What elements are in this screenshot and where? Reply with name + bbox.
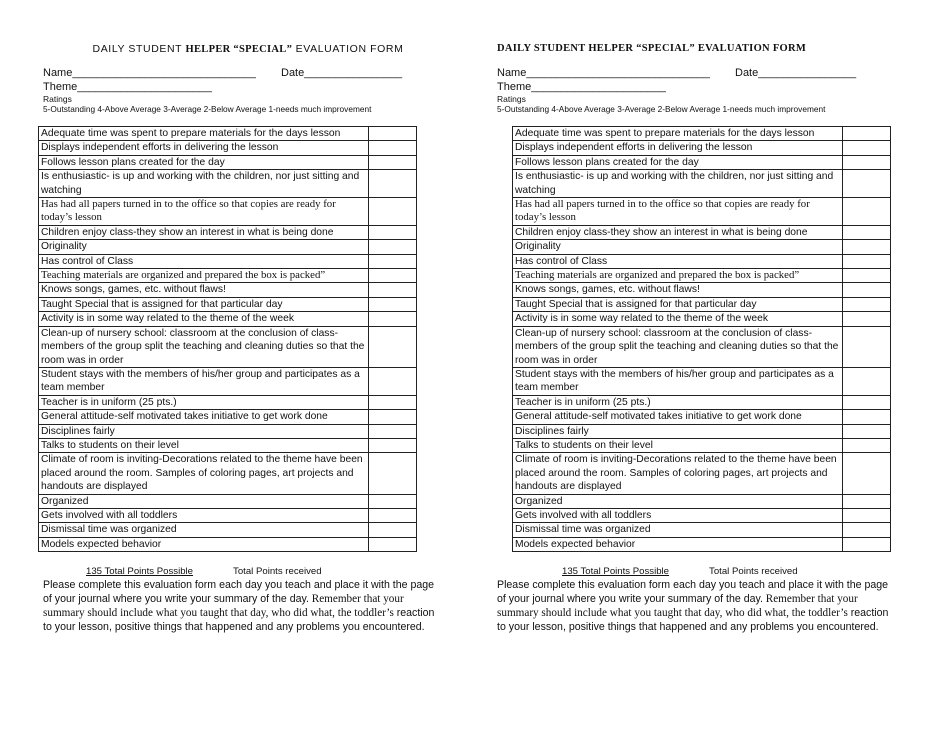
criterion-label: Clean-up of nursery school: classroom at the conclusion of class- members of the group split the teaching and cleaning duties so that the room was in order: [39, 326, 369, 367]
criterion-label: Dismissal time was organized: [39, 523, 369, 537]
table-row: [513, 141, 891, 155]
criterion-label: Models expected behavior: [39, 537, 369, 551]
score-cell[interactable]: [369, 508, 417, 522]
table-row: [39, 170, 417, 198]
score-cell[interactable]: [369, 367, 417, 395]
table-row: [39, 410, 417, 424]
table-row: [513, 240, 891, 254]
table-row: [513, 438, 891, 452]
table-row: [513, 127, 891, 141]
score-cell[interactable]: [843, 424, 891, 438]
table-row: [513, 198, 891, 226]
table-row: [513, 523, 891, 537]
date-field[interactable]: Date________________: [735, 67, 857, 79]
criterion-label: Teaching materials are organized and prepared the box is packed”: [39, 269, 369, 283]
score-cell[interactable]: [843, 453, 891, 494]
score-cell[interactable]: [369, 297, 417, 311]
totals-line: [562, 566, 798, 577]
table-row: [39, 395, 417, 409]
score-cell[interactable]: [369, 453, 417, 494]
criterion-label: Dismissal time was organized: [513, 523, 843, 537]
criterion-label: Adequate time was spent to prepare materials for the days lesson: [513, 127, 843, 141]
table-row: [39, 537, 417, 551]
score-cell[interactable]: [369, 170, 417, 198]
criterion-label: Gets involved with all toddlers: [39, 508, 369, 522]
criterion-label: Models expected behavior: [513, 537, 843, 551]
instructions-part-1: Please complete this evaluation form each day you teach and place it with the page of your journal where you write your summary of the day.: [497, 579, 889, 605]
score-cell[interactable]: [369, 312, 417, 326]
table-row: [39, 198, 417, 226]
criterion-label: Talks to students on their level: [513, 438, 843, 452]
form-title-main: HELPER “SPECIAL”: [185, 44, 293, 55]
theme-field[interactable]: Theme______________________: [43, 81, 212, 93]
criterion-label: Knows songs, games, etc. without flaws!: [513, 283, 843, 297]
table-row: [39, 240, 417, 254]
score-cell[interactable]: [843, 508, 891, 522]
score-cell[interactable]: [843, 523, 891, 537]
criterion-label: Disciplines fairly: [513, 424, 843, 438]
instructions-part-3: reaction to your lesson, positive things that happened and any problems you encountered.: [43, 607, 435, 633]
table-row: [39, 508, 417, 522]
score-cell[interactable]: [843, 312, 891, 326]
score-cell[interactable]: [843, 494, 891, 508]
table-row: [39, 438, 417, 452]
score-cell[interactable]: [843, 410, 891, 424]
table-row: [513, 537, 891, 551]
criterion-label: Has control of Class: [39, 254, 369, 268]
ratings-label: Ratings: [43, 94, 72, 104]
score-cell[interactable]: [843, 269, 891, 283]
ratings-scale: 5-Outstanding 4-Above Average 3-Average 2-Below Average 1-needs much improvement: [497, 104, 826, 114]
table-row: [39, 127, 417, 141]
instructions-part-3: reaction to your lesson, positive things that happened and any problems you encountered.: [497, 607, 889, 633]
criterion-label: Climate of room is inviting-Decorations related to the theme have been placed around the room. Samples of coloring pages, art projects and handouts are displayed: [513, 453, 843, 494]
score-cell[interactable]: [369, 254, 417, 268]
criterion-label: Taught Special that is assigned for that particular day: [513, 297, 843, 311]
table-row: [513, 453, 891, 494]
instructions-part-1: Please complete this evaluation form each day you teach and place it with the page of your journal where you write your summary of the day.: [43, 579, 435, 605]
criterion-label: Activity is in some way related to the theme of the week: [39, 312, 369, 326]
table-row: [513, 424, 891, 438]
score-cell[interactable]: [369, 395, 417, 409]
total-points-possible: 135 Total Points Possible: [86, 566, 194, 577]
table-row: [513, 170, 891, 198]
table-row: [39, 367, 417, 395]
score-cell[interactable]: [843, 225, 891, 239]
form-title: [38, 43, 458, 55]
criterion-label: Teacher is in uniform (25 pts.): [513, 395, 843, 409]
score-cell[interactable]: [369, 438, 417, 452]
score-cell[interactable]: [843, 254, 891, 268]
table-row: [513, 367, 891, 395]
score-cell[interactable]: [843, 438, 891, 452]
criterion-label: Teaching materials are organized and prepared the box is packed”: [513, 269, 843, 283]
score-cell[interactable]: [369, 127, 417, 141]
table-row: [39, 297, 417, 311]
table-row: [39, 141, 417, 155]
criterion-label: Knows songs, games, etc. without flaws!: [39, 283, 369, 297]
name-field[interactable]: Name______________________________: [497, 67, 710, 79]
score-cell[interactable]: [843, 297, 891, 311]
table-row: [513, 312, 891, 326]
score-cell[interactable]: [843, 326, 891, 367]
score-cell[interactable]: [843, 395, 891, 409]
totals-line: [86, 566, 322, 577]
table-row: [39, 269, 417, 283]
total-points-possible: 135 Total Points Possible: [562, 566, 670, 577]
criterion-label: Has control of Class: [513, 254, 843, 268]
score-cell[interactable]: [369, 155, 417, 169]
criterion-label: Disciplines fairly: [39, 424, 369, 438]
score-cell[interactable]: [369, 523, 417, 537]
instructions-part-2: Remember that your summary should include what you taught that day, who did what, the toddler’s: [43, 593, 404, 619]
table-row: [513, 494, 891, 508]
table-row: [513, 395, 891, 409]
table-row: [39, 254, 417, 268]
score-cell[interactable]: [369, 198, 417, 226]
ratings-scale: 5-Outstanding 4-Above Average 3-Average 2-Below Average 1-needs much improvement: [43, 104, 372, 114]
criterion-label: Children enjoy class-they show an interest in what is being done: [39, 225, 369, 239]
table-row: [513, 508, 891, 522]
form-title-prefix: DAILY STUDENT: [92, 43, 186, 55]
criterion-label: Originality: [513, 240, 843, 254]
criterion-label: Activity is in some way related to the theme of the week: [513, 312, 843, 326]
criterion-label: Has had all papers turned in to the office so that copies are ready for today’s lesson: [513, 198, 843, 226]
table-row: [39, 326, 417, 367]
table-row: [513, 283, 891, 297]
score-cell[interactable]: [369, 225, 417, 239]
criterion-label: Follows lesson plans created for the day: [513, 155, 843, 169]
score-cell[interactable]: [369, 424, 417, 438]
table-row: [39, 312, 417, 326]
score-cell[interactable]: [843, 127, 891, 141]
form-title-suffix: EVALUATION FORM: [292, 43, 404, 55]
criterion-label: Organized: [39, 494, 369, 508]
criterion-label: General attitude-self motivated takes initiative to get work done: [39, 410, 369, 424]
score-cell[interactable]: [843, 198, 891, 226]
score-cell[interactable]: [369, 269, 417, 283]
ratings-label: Ratings: [497, 94, 526, 104]
table-row: [39, 155, 417, 169]
criterion-label: Is enthusiastic- is up and working with the children, nor just sitting and watching: [39, 170, 369, 198]
criterion-label: Taught Special that is assigned for that particular day: [39, 297, 369, 311]
score-cell[interactable]: [369, 326, 417, 367]
criterion-label: Has had all papers turned in to the office so that copies are ready for today’s lesson: [39, 198, 369, 226]
score-cell[interactable]: [843, 537, 891, 551]
name-field[interactable]: Name______________________________: [43, 67, 256, 79]
score-cell[interactable]: [369, 410, 417, 424]
score-cell[interactable]: [843, 283, 891, 297]
table-row: [513, 410, 891, 424]
instructions-text: [497, 578, 899, 634]
criterion-label: Gets involved with all toddlers: [513, 508, 843, 522]
table-row: [513, 254, 891, 268]
instructions-text: [43, 578, 445, 634]
criterion-label: Children enjoy class-they show an interest in what is being done: [513, 225, 843, 239]
table-row: [39, 523, 417, 537]
score-cell[interactable]: [843, 170, 891, 198]
criteria-table: [38, 126, 417, 552]
table-row: [39, 283, 417, 297]
criterion-label: Talks to students on their level: [39, 438, 369, 452]
score-cell[interactable]: [843, 155, 891, 169]
score-cell[interactable]: [369, 283, 417, 297]
criterion-label: Follows lesson plans created for the day: [39, 155, 369, 169]
date-field[interactable]: Date________________: [281, 67, 403, 79]
table-row: [39, 453, 417, 494]
table-row: [513, 155, 891, 169]
instructions-part-2: Remember that your summary should include what you taught that day, who did what, the toddler’s: [497, 593, 858, 619]
total-points-received: Total Points received: [709, 566, 798, 577]
score-cell[interactable]: [369, 494, 417, 508]
table-row: [39, 424, 417, 438]
theme-field[interactable]: Theme______________________: [497, 81, 666, 93]
table-row: [39, 225, 417, 239]
criterion-label: Originality: [39, 240, 369, 254]
table-row: [513, 326, 891, 367]
criteria-table: [512, 126, 891, 552]
criterion-label: Student stays with the members of his/her group and participates as a team member: [39, 367, 369, 395]
table-row: [513, 225, 891, 239]
score-cell[interactable]: [369, 240, 417, 254]
score-cell[interactable]: [843, 141, 891, 155]
score-cell[interactable]: [843, 240, 891, 254]
criterion-label: Displays independent efforts in delivering the lesson: [39, 141, 369, 155]
total-points-received: Total Points received: [233, 566, 322, 577]
score-cell[interactable]: [369, 537, 417, 551]
table-row: [513, 269, 891, 283]
criterion-label: Climate of room is inviting-Decorations related to the theme have been placed around the room. Samples of coloring pages, art projects and handouts are displayed: [39, 453, 369, 494]
form-title: DAILY STUDENT HELPER “SPECIAL” EVALUATION FORM: [497, 43, 807, 54]
score-cell[interactable]: [369, 141, 417, 155]
criterion-label: Displays independent efforts in delivering the lesson: [513, 141, 843, 155]
table-row: [39, 494, 417, 508]
criterion-label: Student stays with the members of his/her group and participates as a team member: [513, 367, 843, 395]
criterion-label: General attitude-self motivated takes initiative to get work done: [513, 410, 843, 424]
score-cell[interactable]: [843, 367, 891, 395]
criterion-label: Teacher is in uniform (25 pts.): [39, 395, 369, 409]
criterion-label: Adequate time was spent to prepare materials for the days lesson: [39, 127, 369, 141]
table-row: [513, 297, 891, 311]
criterion-label: Organized: [513, 494, 843, 508]
criterion-label: Clean-up of nursery school: classroom at the conclusion of class- members of the group split the teaching and cleaning duties so that the room was in order: [513, 326, 843, 367]
criterion-label: Is enthusiastic- is up and working with the children, nor just sitting and watching: [513, 170, 843, 198]
